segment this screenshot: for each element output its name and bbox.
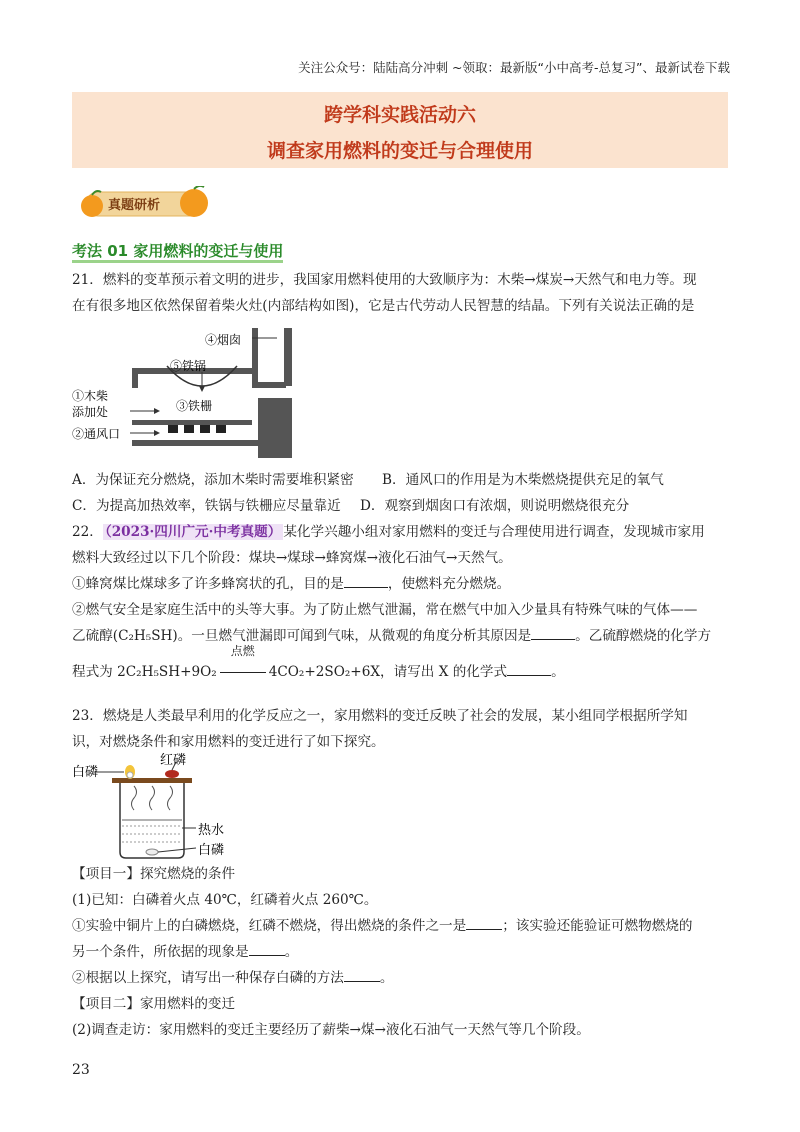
q23-item2-post: 。	[379, 970, 394, 986]
q22-item2-line1: ②燃气安全是家庭生活中的头等大事。为了防止燃气泄漏，常在燃气中加入少量具有特殊气味的气体——	[72, 602, 698, 618]
q22-number: 22．	[72, 524, 103, 540]
header-note: 关注公众号：陆陆高分冲刺 ~领取：最新版“小中高考-总复习”、最新试卷下载	[298, 60, 730, 75]
q23-item1-post: ；该实验还能验证可燃物燃烧的	[502, 918, 693, 934]
label-hot-water: 热水	[198, 823, 225, 838]
q23-item1-line2	[72, 940, 732, 965]
reaction-condition	[217, 644, 269, 685]
page-number: 23	[72, 1062, 90, 1078]
q23-item1-line2-pre: 另一个条件，所依据的现象是	[72, 944, 249, 960]
q22-item2-post: 。乙硫醇燃烧的化学方	[575, 628, 712, 644]
q22-eq-post: 4CO₂+2SO₂+6X，请写出 X 的化学式	[268, 664, 508, 680]
q22-stem-line1	[72, 520, 732, 545]
orange-icon	[81, 195, 103, 217]
q23-item2	[72, 966, 732, 991]
title-line-2: 调查家用燃料的变迁与合理使用	[266, 140, 533, 162]
label-vent: ②通风口	[72, 427, 121, 441]
answer-blank[interactable]	[466, 916, 502, 930]
label-pot: ⑤铁锅	[170, 359, 207, 373]
section-heading-text: 考法 01 家用燃料的变迁与使用	[72, 242, 283, 263]
q23-project2: 【项目二】家用燃料的变迁	[72, 996, 236, 1012]
q22-item1-pre: ①蜂窝煤比煤球多了许多蜂窝状的孔，目的是	[72, 576, 344, 592]
phosphorus-diagram	[72, 752, 252, 860]
section-heading	[72, 240, 283, 261]
label-wood-1: ①木柴	[72, 389, 109, 403]
q21-option-b: B．通风口的作用是为木柴燃烧提供充足的氧气	[382, 472, 664, 488]
label-wood-2: 添加处	[72, 405, 109, 419]
q23-item1-line2-post: 。	[284, 944, 299, 960]
q23-survey: (2)调查走访：家用燃料的变迁主要经历了薪柴→煤→液化石油气一天然气等几个阶段。	[72, 1022, 590, 1038]
answer-blank[interactable]	[344, 968, 380, 982]
label-white-phosphorus-top: 白磷	[72, 765, 99, 780]
title-line-1: 跨学科实践活动六	[323, 104, 476, 126]
q23-item2-pre: ②根据以上探究，请写出一种保存白磷的方法	[72, 970, 344, 986]
q22-equation-line	[72, 644, 732, 685]
q22-item2-pre: 乙硫醇(C₂H₅SH)。一旦燃气泄漏即可闻到气味，从微观的角度分析其原因是	[72, 628, 532, 644]
q22-eq-pre: 程式为 2C₂H₅SH+9O₂	[72, 664, 217, 680]
orange-icon	[180, 189, 208, 217]
answer-blank[interactable]	[249, 942, 285, 956]
label-grate: ③铁栅	[176, 399, 213, 413]
q21-options-row2	[72, 494, 732, 519]
label-red-phosphorus: 红磷	[160, 753, 187, 768]
q23-project1: 【项目一】探究燃烧的条件	[72, 866, 236, 882]
title-band	[72, 92, 728, 168]
q21-option-c: C．为提高加热效率，铁锅与铁栅应尽量靠近	[72, 498, 341, 514]
q22-source-tag: （2023·四川广元·中考真题）	[104, 524, 282, 540]
q23-item1-line1	[72, 914, 732, 939]
badge-label: 真题研析	[108, 198, 161, 213]
section-badge	[78, 186, 210, 220]
q21-option-d: D．观察到烟囱口有浓烟，则说明燃烧很充分	[360, 498, 630, 514]
badge-graphic	[78, 186, 210, 220]
answer-blank[interactable]	[531, 626, 575, 640]
q22-item1-post: ，使燃料充分燃烧。	[387, 576, 511, 592]
label-chimney: ④烟囱	[205, 333, 242, 347]
q23-known: (1)已知：白磷着火点 40℃，红磷着火点 260℃。	[72, 892, 378, 908]
q23-stem-line2: 识，对燃烧条件和家用燃料的变迁进行了如下探究。	[72, 734, 385, 750]
q21-option-a: A．为保证充分燃烧，添加木柴时需要堆积紧密	[72, 472, 354, 488]
label-white-phosphorus-bottom: 白磷	[198, 843, 225, 858]
q23-item1-pre: ①实验中铜片上的白磷燃烧，红磷不燃烧，得出燃烧的条件之一是	[72, 918, 467, 934]
condition-label: 点燃	[230, 644, 255, 658]
stove-diagram	[72, 328, 322, 458]
q21-options-row1	[72, 468, 732, 493]
q21-stem-line1: 21．燃料的变革预示着文明的进步，我国家用燃料使用的大致顺序为：木柴→煤炭→天然气和电力等。现	[72, 272, 697, 288]
q22-stem-rest: 某化学兴趣小组对家用燃料的变迁与合理使用进行调查，发现城市家用	[283, 524, 705, 540]
q21-stem-line2: 在有很多地区依然保留着柴火灶(内部结构如图)，它是古代劳动人民智慧的结晶。下列有关说法正确的是	[72, 298, 695, 314]
q22-item2-line2	[72, 624, 732, 649]
q22-item1	[72, 572, 732, 597]
q22-eq-end: 。	[551, 664, 565, 680]
answer-blank[interactable]	[344, 574, 388, 588]
answer-blank[interactable]	[507, 662, 551, 676]
q23-stem-line1: 23．燃烧是人类最早利用的化学反应之一，家用燃料的变迁反映了社会的发展，某小组同学根据所学知	[72, 708, 688, 724]
q22-stem-line2: 燃料大致经过以下几个阶段：煤块→煤球→蜂窝煤→液化石油气→天然气。	[72, 550, 512, 566]
